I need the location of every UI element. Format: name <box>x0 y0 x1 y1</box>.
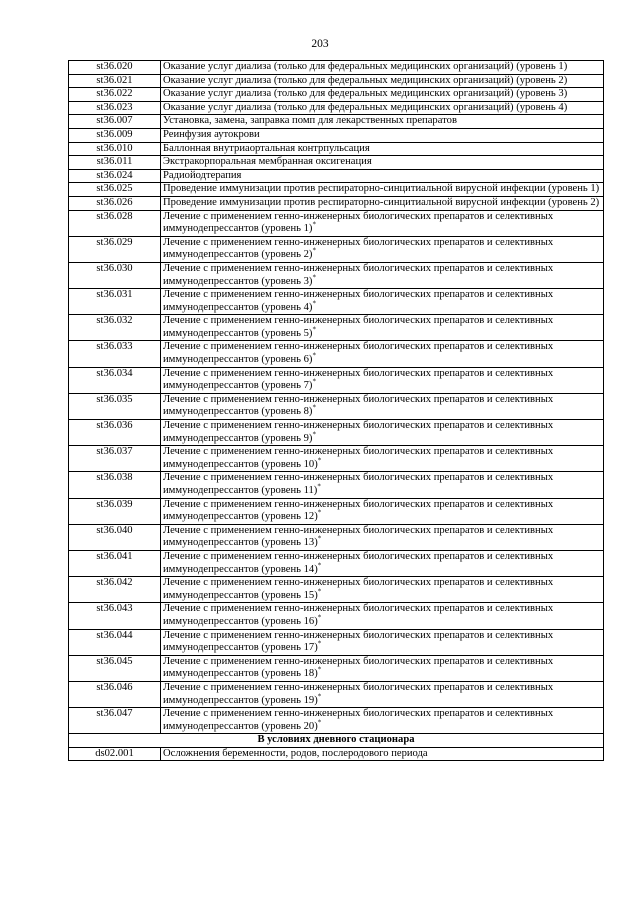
row-description: Экстракорпоральная мембранная оксигенация <box>163 156 372 168</box>
code-table-body <box>69 61 604 761</box>
row-code: st36.025 <box>69 183 161 197</box>
footnote-mark: * <box>312 325 316 334</box>
row-description: Лечение с применением генно-инженерных биологических препаратов и селективных иммунодепрессантов (уровень 2) <box>163 236 554 261</box>
row-description-cell <box>161 128 604 142</box>
row-description-cell <box>161 236 604 262</box>
row-description-cell <box>161 341 604 367</box>
footnote-mark: * <box>312 246 316 255</box>
row-code: st36.028 <box>69 210 161 236</box>
table-row <box>69 577 604 603</box>
footnote-mark: * <box>312 272 316 281</box>
row-description: Лечение с применением генно-инженерных биологических препаратов и селективных иммунодепрессантов (уровень 14) <box>163 550 554 575</box>
footnote-mark: * <box>312 403 316 412</box>
row-code: st36.035 <box>69 393 161 419</box>
table-row <box>69 681 604 707</box>
row-code: st36.033 <box>69 341 161 367</box>
row-description-cell <box>161 289 604 315</box>
table-row <box>69 315 604 341</box>
table-row <box>69 472 604 498</box>
row-code: st36.045 <box>69 655 161 681</box>
section-header-row <box>69 734 604 748</box>
footnote-mark: * <box>317 587 322 596</box>
table-row <box>69 498 604 524</box>
footnote-mark: * <box>317 718 322 727</box>
table-row <box>69 367 604 393</box>
row-description: Баллонная внутриаортальная контрпульсация <box>163 142 370 154</box>
code-table <box>68 60 604 761</box>
row-code: st36.009 <box>69 128 161 142</box>
table-row <box>69 142 604 156</box>
row-code: st36.047 <box>69 708 161 734</box>
row-description: Лечение с применением генно-инженерных биологических препаратов и селективных иммунодепрессантов (уровень 10) <box>163 446 554 470</box>
row-code: st36.039 <box>69 498 161 524</box>
table-row <box>69 156 604 170</box>
row-code: st36.042 <box>69 577 161 603</box>
table-row <box>69 550 604 576</box>
table-row <box>69 747 604 761</box>
row-description: Лечение с применением генно-инженерных биологических препаратов и селективных иммунодепрессантов (уровень 9) <box>163 420 554 444</box>
footnote-mark: * <box>312 430 316 439</box>
row-description: Установка, замена, заправка помп для лекарственных препаратов <box>163 115 457 127</box>
table-row <box>69 61 604 75</box>
row-description-cell <box>161 74 604 88</box>
row-code: ds02.001 <box>69 747 161 761</box>
row-code: st36.029 <box>69 236 161 262</box>
row-description-cell <box>161 142 604 156</box>
row-description-cell <box>161 393 604 419</box>
section-header: В условиях дневного стационара <box>69 734 604 748</box>
row-description: Лечение с применением генно-инженерных биологических препаратов и селективных иммунодепрессантов (уровень 16) <box>163 603 554 627</box>
footnote-mark: * <box>317 508 322 517</box>
row-description: Лечение с применением генно-инженерных биологических препаратов и селективных иммунодепрессантов (уровень 5) <box>163 315 554 339</box>
row-code: st36.022 <box>69 88 161 102</box>
row-description: Лечение с применением генно-инженерных биологических препаратов и селективных иммунодепрессантов (уровень 1) <box>163 210 554 235</box>
row-description: Лечение с применением генно-инженерных биологических препаратов и селективных иммунодепрессантов (уровень 12) <box>163 498 554 523</box>
row-description-cell <box>161 446 604 472</box>
footnote-mark: * <box>317 482 321 491</box>
row-description: Лечение с применением генно-инженерных биологических препаратов и селективных иммунодепрессантов (уровень 20) <box>163 708 554 732</box>
row-code: st36.041 <box>69 550 161 576</box>
row-description-cell <box>161 196 604 210</box>
row-description-cell <box>161 577 604 603</box>
row-code: st36.036 <box>69 420 161 446</box>
row-code: st36.007 <box>69 115 161 129</box>
row-description: Лечение с применением генно-инженерных биологических препаратов и селективных иммунодепрессантов (уровень 7) <box>163 367 554 392</box>
row-description: Лечение с применением генно-инженерных биологических препаратов и селективных иммунодепрессантов (уровень 17) <box>163 629 554 654</box>
page-number: 203 <box>311 38 329 50</box>
row-code: st36.021 <box>69 74 161 88</box>
row-code: st36.026 <box>69 196 161 210</box>
footnote-mark: * <box>312 351 316 360</box>
row-code: st36.043 <box>69 603 161 629</box>
row-description: Лечение с применением генно-инженерных биологических препаратов и селективных иммунодепрессантов (уровень 19) <box>163 681 554 706</box>
row-description-cell <box>161 183 604 197</box>
table-row <box>69 88 604 102</box>
row-description: Лечение с применением генно-инженерных биологических препаратов и селективных иммунодепрессантов (уровень 13) <box>163 524 554 549</box>
row-description: Лечение с применением генно-инженерных биологических препаратов и селективных иммунодепрессантов (уровень 15) <box>163 577 554 601</box>
row-description-cell <box>161 169 604 183</box>
row-description-cell <box>161 315 604 341</box>
row-description: Оказание услуг диализа (только для федеральных медицинских организаций) (уровень 2) <box>163 74 568 86</box>
row-code: st36.040 <box>69 524 161 550</box>
row-code: st36.034 <box>69 367 161 393</box>
table-row <box>69 196 604 210</box>
row-description-cell <box>161 747 604 761</box>
row-description-cell <box>161 472 604 498</box>
footnote-mark: * <box>317 665 322 674</box>
row-description: Лечение с применением генно-инженерных биологических препаратов и селективных иммунодепрессантов (уровень 4) <box>163 289 554 313</box>
row-description: Проведение иммунизации против респираторно-синцитиальной вирусной инфекции (уровень 2) <box>163 196 600 208</box>
footnote-mark: * <box>317 456 322 465</box>
table-row <box>69 210 604 236</box>
row-description: Лечение с применением генно-инженерных биологических препаратов и селективных иммунодепрессантов (уровень 6) <box>163 341 554 366</box>
table-row <box>69 236 604 262</box>
row-description: Осложнения беременности, родов, послеродового периода <box>163 747 428 759</box>
row-description-cell <box>161 603 604 629</box>
row-code: st36.020 <box>69 61 161 75</box>
footnote-mark: * <box>312 220 316 229</box>
table-row <box>69 341 604 367</box>
row-description: Лечение с применением генно-инженерных биологических препаратов и селективных иммунодепрессантов (уровень 8) <box>163 393 554 418</box>
table-row <box>69 524 604 550</box>
footnote-mark: * <box>312 377 316 386</box>
table-row <box>69 262 604 288</box>
table-row <box>69 128 604 142</box>
table-row <box>69 603 604 629</box>
row-code: st36.031 <box>69 289 161 315</box>
row-description-cell <box>161 115 604 129</box>
table-row <box>69 115 604 129</box>
row-description-cell <box>161 420 604 446</box>
row-description-cell <box>161 210 604 236</box>
row-description: Оказание услуг диализа (только для федеральных медицинских организаций) (уровень 1) <box>163 61 568 72</box>
row-description: Лечение с применением генно-инженерных биологических препаратов и селективных иммунодепрессантов (уровень 11) <box>163 472 554 496</box>
table-row <box>69 420 604 446</box>
row-description: Радиойодтерапия <box>163 169 242 181</box>
row-code: st36.038 <box>69 472 161 498</box>
row-description-cell <box>161 524 604 550</box>
footnote-mark: * <box>312 299 316 308</box>
row-description: Лечение с применением генно-инженерных биологических препаратов и селективных иммунодепрессантов (уровень 3) <box>163 262 554 287</box>
row-code: st36.046 <box>69 681 161 707</box>
table-row <box>69 101 604 115</box>
row-code: st36.011 <box>69 156 161 170</box>
row-description: Лечение с применением генно-инженерных биологических препаратов и селективных иммунодепрессантов (уровень 18) <box>163 655 554 680</box>
row-description-cell <box>161 156 604 170</box>
row-description: Оказание услуг диализа (только для федеральных медицинских организаций) (уровень 3) <box>163 88 568 100</box>
row-description-cell <box>161 629 604 655</box>
row-code: st36.032 <box>69 315 161 341</box>
row-description-cell <box>161 61 604 75</box>
table-row <box>69 629 604 655</box>
row-description: Проведение иммунизации против респираторно-синцитиальной вирусной инфекции (уровень 1) <box>163 183 600 195</box>
footnote-mark: * <box>317 639 322 648</box>
row-description-cell <box>161 262 604 288</box>
row-description: Оказание услуг диализа (только для федеральных медицинских организаций) (уровень 4) <box>163 101 568 113</box>
row-code: st36.044 <box>69 629 161 655</box>
table-row <box>69 289 604 315</box>
row-description-cell <box>161 101 604 115</box>
row-description-cell <box>161 498 604 524</box>
table-row <box>69 393 604 419</box>
footnote-mark: * <box>317 561 322 570</box>
footnote-mark: * <box>317 691 322 700</box>
row-description-cell <box>161 550 604 576</box>
row-description-cell <box>161 88 604 102</box>
footnote-mark: * <box>317 613 322 622</box>
row-description-cell <box>161 681 604 707</box>
table-row <box>69 446 604 472</box>
row-description-cell <box>161 655 604 681</box>
table-row <box>69 183 604 197</box>
table-row <box>69 708 604 734</box>
row-description: Реинфузия аутокрови <box>163 128 260 140</box>
table-row <box>69 169 604 183</box>
row-code: st36.010 <box>69 142 161 156</box>
row-description-cell <box>161 708 604 734</box>
row-code: st36.037 <box>69 446 161 472</box>
row-code: st36.030 <box>69 262 161 288</box>
row-code: st36.023 <box>69 101 161 115</box>
footnote-mark: * <box>317 534 322 543</box>
row-description-cell <box>161 367 604 393</box>
row-code: st36.024 <box>69 169 161 183</box>
table-row <box>69 74 604 88</box>
table-row <box>69 655 604 681</box>
